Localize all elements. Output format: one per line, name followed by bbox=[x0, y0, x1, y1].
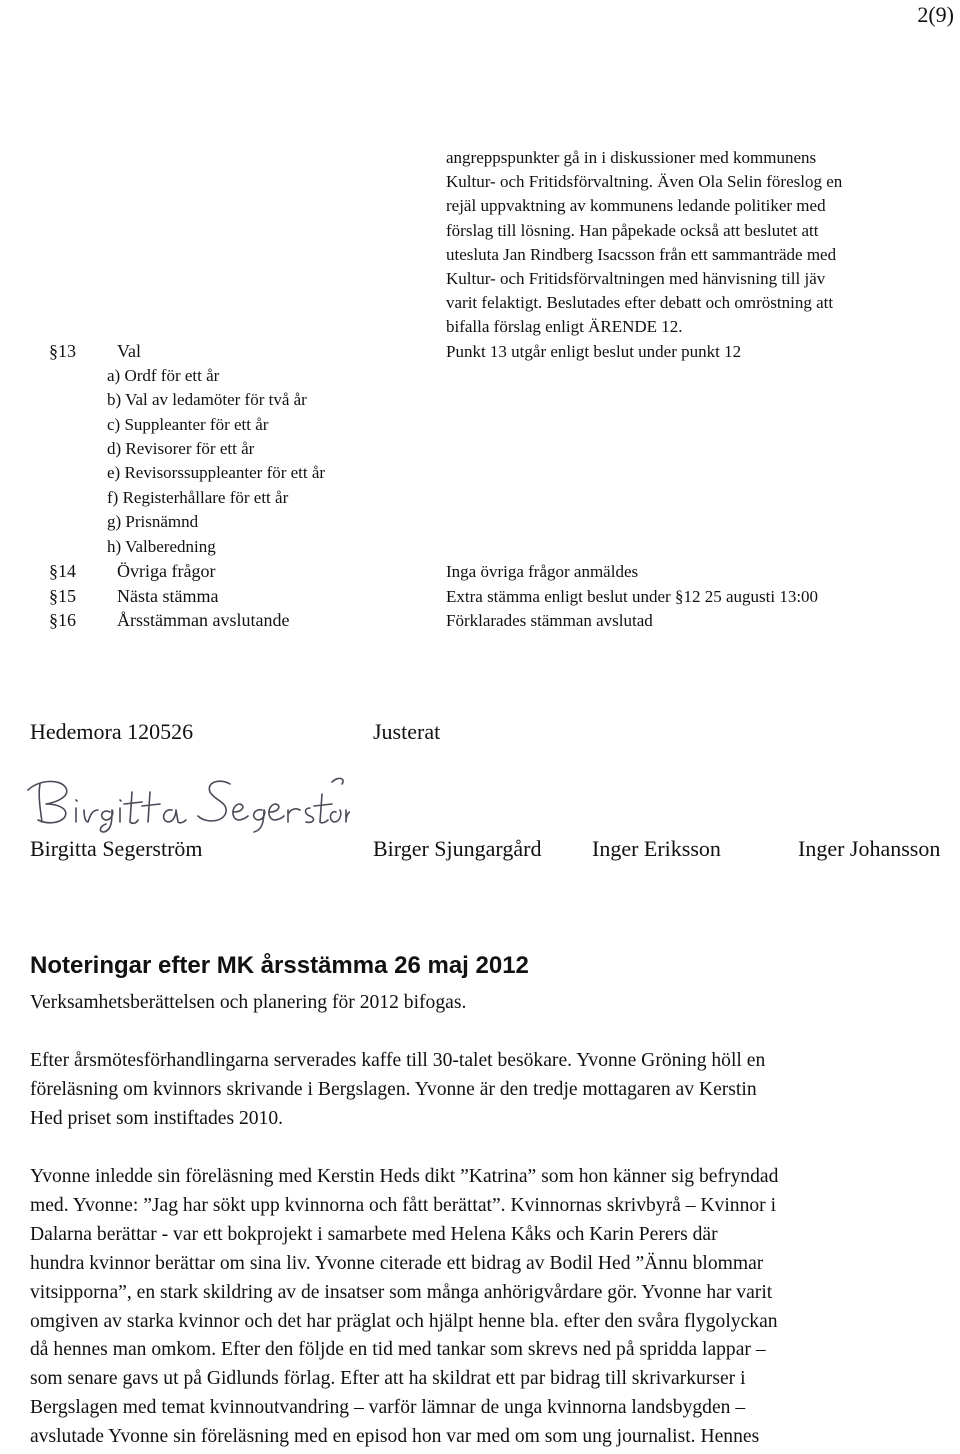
section-title: Val bbox=[117, 341, 141, 361]
intro-line: bifalla förslag enligt ÄRENDE 12. bbox=[446, 317, 683, 337]
section-result: Extra stämma enligt beslut under §12 25 augusti 13:00 bbox=[446, 587, 819, 606]
handwritten-signature bbox=[20, 764, 350, 836]
paragraph-line: omgiven av starka kvinnor och det har präglat och hjälpt henne bla. efter den svåra flygolyckan bbox=[30, 1310, 778, 1332]
paragraph-line: då hennes man omkom. Efter den följde en tid med tankar som skrevs ned på spridda lappar – bbox=[30, 1339, 766, 1361]
list-item: f) Registerhållare för ett år bbox=[107, 488, 289, 507]
section-result: Punkt 13 utgår enligt beslut under punkt 12 bbox=[446, 342, 742, 361]
paragraph-line: som senare gavs ut på Gidlunds förlag. Efter att ha skildrat ett par bidrag till skrivarkurser i bbox=[30, 1368, 746, 1390]
intro-line: varit felaktigt. Beslutades efter debatt och omröstning att bbox=[446, 293, 834, 313]
section-result: Inga övriga frågor anmäldes bbox=[446, 562, 639, 581]
justerat-label: Justerat bbox=[373, 719, 441, 744]
paragraph-line: Dalarna berättar - var ett bokprojekt i samarbete med Helena Kåks och Karin Perers där bbox=[30, 1223, 718, 1245]
list-item: a) Ordf för ett år bbox=[107, 366, 220, 385]
place-date: Hedemora 120526 bbox=[30, 719, 194, 744]
notes-paragraph-1 bbox=[30, 989, 958, 1018]
intro-line: angreppspunkter gå in i diskussioner med kommunens bbox=[446, 148, 817, 167]
section-number: §14 bbox=[49, 561, 76, 581]
section-12-continuation bbox=[446, 146, 946, 340]
list-item: g) Prisnämnd bbox=[107, 512, 199, 531]
intro-line: rejäl uppvaktning av kommunens ledande politiker med bbox=[446, 196, 826, 216]
section-title: Övriga frågor bbox=[117, 561, 216, 581]
section-number: §13 bbox=[49, 341, 76, 361]
intro-line: utesluta Jan Rindberg Isacsson från ett sammanträde med bbox=[446, 244, 837, 264]
signatory-name: Inger Eriksson bbox=[592, 836, 721, 861]
section-number: §16 bbox=[49, 610, 76, 630]
paragraph-line: Hed priset som instiftades 2010. bbox=[30, 1107, 284, 1129]
paragraph-line: med. Yvonne: ”Jag har sökt upp kvinnorna och fått berättat”. Kvinnornas skrivbyrå – Kvinnor i bbox=[30, 1194, 777, 1216]
intro-line: Kultur- och Fritidsförvaltningen med hänvisning till jäv bbox=[446, 269, 826, 289]
notes-paragraph-2 bbox=[30, 1047, 958, 1134]
section-result: Förklarades stämman avslutad bbox=[446, 611, 653, 630]
signatory-name: Birgitta Segerström bbox=[30, 836, 203, 861]
list-item: d) Revisorer för ett år bbox=[107, 439, 255, 458]
page-number: 2(9) bbox=[917, 2, 954, 27]
intro-line: Kultur- och Fritidsförvaltning. Även Ola Selin föreslog en bbox=[446, 172, 843, 192]
paragraph-line: hundra kvinnor berättar om sina liv. Yvonne citerade ett bidrag av Bodil Hed ”Ännu blommar bbox=[30, 1252, 764, 1274]
section-title: Nästa stämma bbox=[117, 586, 219, 606]
paragraph-line: avslutade Yvonne sin föreläsning med en episod hon var med om som ung journalist. Hennes bbox=[30, 1426, 760, 1448]
intro-line: förslag till lösning. Han påpekade också att beslutet att bbox=[446, 220, 819, 240]
paragraph-line: Efter årsmötesförhandlingarna serverades kaffe till 30-talet besökare. Yvonne Gröning höll en bbox=[30, 1050, 766, 1071]
list-item: h) Valberedning bbox=[107, 537, 216, 556]
signatory-name: Birger Sjungargård bbox=[373, 836, 542, 861]
section-title: Årsstämman avslutande bbox=[117, 610, 290, 630]
notes-paragraph-3 bbox=[30, 1163, 958, 1452]
signatory-name: Inger Johansson bbox=[798, 836, 941, 861]
list-item: e) Revisorssuppleanter för ett år bbox=[107, 463, 326, 482]
section-number: §15 bbox=[49, 586, 76, 606]
notes-heading: Noteringar efter MK årsstämma 26 maj 2012 bbox=[30, 952, 529, 979]
list-item: c) Suppleanter för ett år bbox=[107, 415, 269, 434]
paragraph-line: Verksamhetsberättelsen och planering för 2012 bifogas. bbox=[30, 992, 467, 1013]
paragraph-line: Yvonne inledde sin föreläsning med Kerstin Heds dikt ”Katrina” som hon känner sig befryndad bbox=[30, 1166, 779, 1187]
paragraph-line: Bergslagen med temat kvinnoutvandring – varför lämnar de unga kvinnorna landsbygden – bbox=[30, 1397, 746, 1419]
list-item: b) Val av ledamöter för två år bbox=[107, 390, 307, 409]
paragraph-line: vitsipporna”, en stark skildring av de insatser som många anhörigvårdare gör. Yvonne har varit bbox=[30, 1281, 773, 1303]
paragraph-line: föreläsning om kvinnors skrivande i Bergslagen. Yvonne är den tredje mottagaren av Kerstin bbox=[30, 1078, 757, 1100]
